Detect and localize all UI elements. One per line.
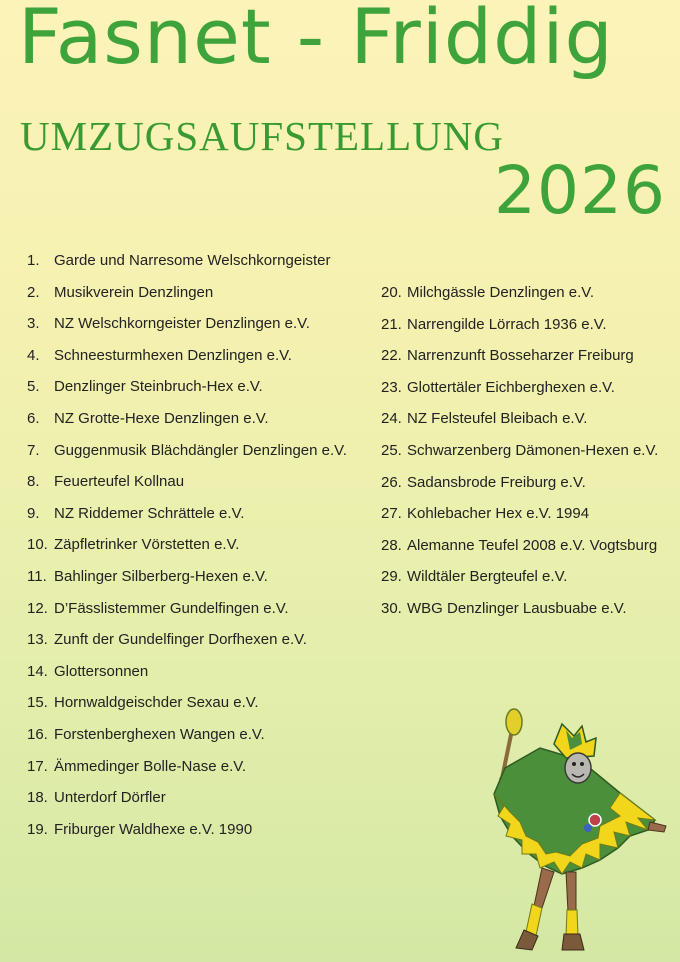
entry-name: Ämmedinger Bolle-Nase e.V.: [54, 757, 247, 775]
lineup-entry: [381, 347, 658, 379]
entry-name: Kohlebacher Hex e.V. 1994: [407, 505, 590, 523]
entry-number: 2.: [27, 283, 40, 301]
lineup-entry: [381, 537, 658, 569]
lineup-entry: [381, 474, 658, 506]
entry-number: 5.: [27, 378, 40, 396]
entry-number: 14.: [27, 662, 48, 680]
entry-name: NZ Grotte-Hexe Denzlingen e.V.: [54, 409, 269, 427]
entry-name: Forstenberghexen Wangen e.V.: [54, 725, 265, 743]
entry-number: 8.: [27, 473, 40, 491]
entry-name: Zunft der Gundelfinger Dorfhexen e.V.: [54, 631, 307, 649]
lineup-entry: [27, 410, 347, 442]
entry-name: Unterdorf Dörfler: [54, 789, 166, 807]
lineup-entry: [27, 758, 347, 790]
entry-number: 29.: [381, 568, 402, 586]
entry-number: 28.: [381, 536, 402, 554]
poster-year: 2026: [494, 152, 666, 229]
lineup-entry: [27, 378, 347, 410]
entry-number: 10.: [27, 536, 48, 554]
entry-name: Schwarzenberg Dämonen-Hexen e.V.: [407, 441, 659, 459]
lineup-entry: [27, 536, 347, 568]
entry-number: 7.: [27, 441, 40, 459]
entry-name: Feuerteufel Kollnau: [54, 473, 185, 491]
entry-name: Musikverein Denzlingen: [54, 283, 214, 301]
entry-name: Denzlinger Steinbruch-Hex e.V.: [54, 378, 263, 396]
entry-number: 21.: [381, 315, 402, 333]
entry-name: Garde und Narresome Welschkorngeister: [54, 252, 331, 269]
entry-number: 20.: [381, 284, 402, 301]
entry-name: Schneesturmhexen Denzlingen e.V.: [54, 346, 292, 364]
entry-name: Bahlinger Silberberg-Hexen e.V.: [54, 567, 268, 585]
entry-name: Hornwaldgeischder Sexau e.V.: [54, 694, 259, 712]
entry-name: Narrengilde Lörrach 1936 e.V.: [407, 315, 607, 333]
entry-name: Friburger Waldhexe e.V. 1990: [54, 820, 253, 838]
entry-number: 27.: [381, 505, 402, 523]
entry-name: Alemanne Teufel 2008 e.V. Vogtsburg: [407, 536, 658, 554]
lineup-entry: [381, 600, 658, 632]
entry-number: 26.: [381, 473, 402, 491]
entry-name: D’Fässlistemmer Gundelfingen e.V.: [54, 599, 289, 617]
entry-name: Sadansbrode Freiburg e.V.: [407, 473, 586, 491]
entry-name: NZ Riddemer Schrättele e.V.: [54, 504, 245, 522]
entry-number: 24.: [381, 410, 402, 428]
lineup-entry: [27, 663, 347, 695]
lineup-entry: [381, 442, 658, 474]
lineup-entry: [27, 821, 347, 853]
entry-name: WBG Denzlinger Lausbuabe e.V.: [407, 599, 627, 617]
entry-number: 19.: [27, 820, 48, 838]
entry-number: 12.: [27, 599, 48, 617]
lineup-entry: [27, 347, 347, 379]
entry-number: 3.: [27, 315, 40, 333]
entry-name: Milchgässle Denzlingen e.V.: [407, 284, 595, 301]
entry-number: 30.: [381, 599, 402, 617]
lineup-entry: [381, 568, 658, 600]
entry-number: 22.: [381, 347, 402, 365]
lineup-entry: [27, 694, 347, 726]
entry-name: NZ Welschkorngeister Denzlingen e.V.: [54, 315, 310, 333]
lineup-entry: [27, 315, 347, 347]
lineup-entry: [381, 505, 658, 537]
lineup-entry: [27, 284, 347, 316]
entry-number: 11.: [27, 567, 47, 585]
lineup-entry: [27, 726, 347, 758]
lineup-entry: [27, 252, 347, 284]
entry-number: 13.: [27, 631, 48, 649]
entry-name: Narrenzunft Bosseharzer Freiburg: [407, 347, 634, 365]
poster-title: Fasnet - Friddig: [18, 0, 614, 81]
entry-number: 9.: [27, 504, 40, 522]
lineup-entry: [27, 568, 347, 600]
lineup-entry: [381, 379, 658, 411]
lineup-entry: [27, 789, 347, 821]
entry-name: Zäpfletrinker Vörstetten e.V.: [54, 536, 240, 554]
lineup-entry: [27, 631, 347, 663]
lineup-entry: [27, 473, 347, 505]
entry-number: 15.: [27, 694, 48, 712]
entry-number: 17.: [27, 757, 48, 775]
lineup-entry: [27, 505, 347, 537]
entry-number: 4.: [27, 346, 40, 364]
entry-name: NZ Felsteufel Bleibach e.V.: [407, 410, 588, 428]
lineup-list-right: [381, 284, 658, 632]
lineup-entry: [381, 284, 658, 316]
entry-name: Guggenmusik Blächdängler Denzlingen e.V.: [54, 441, 347, 459]
entry-number: 6.: [27, 409, 40, 427]
entry-number: 18.: [27, 789, 48, 807]
entry-number: 16.: [27, 725, 48, 743]
lineup-entry: [27, 442, 347, 474]
entry-name: Glottertäler Eichberghexen e.V.: [407, 378, 615, 396]
poster-subtitle: UMZUGSAUFSTELLUNG: [20, 113, 504, 159]
lineup-entry: [381, 316, 658, 348]
entry-name: Wildtäler Bergteufel e.V.: [407, 568, 568, 586]
entry-name: Glottersonnen: [54, 662, 149, 680]
lineup-entry: [381, 410, 658, 442]
entry-number: 25.: [381, 441, 402, 459]
jester-costume-illustration: [470, 708, 675, 958]
entry-number: 1.: [27, 252, 40, 269]
lineup-list-left: [27, 252, 347, 852]
lineup-entry: [27, 600, 347, 632]
entry-number: 23.: [381, 378, 402, 396]
